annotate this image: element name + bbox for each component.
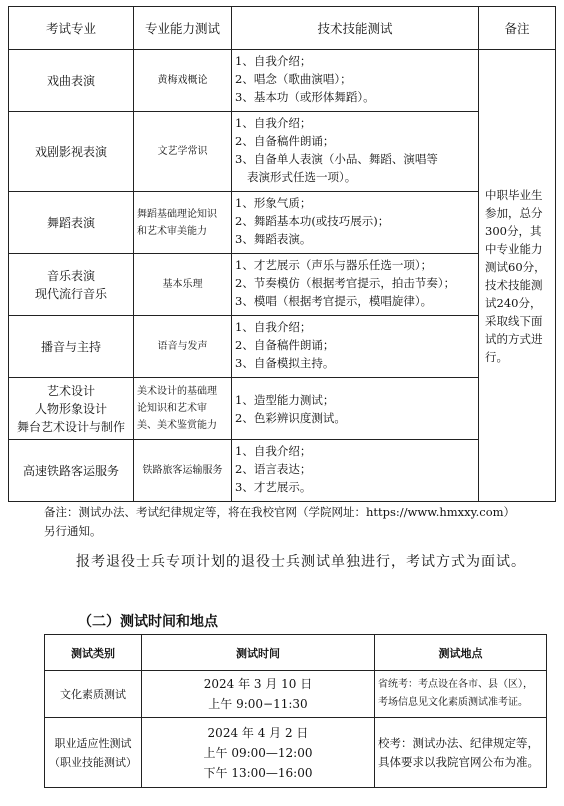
test-category-cell bbox=[45, 671, 142, 718]
skill-item: 2、色彩辨识度测试。 bbox=[235, 410, 346, 425]
location-line: 校考：测试办法、纪律规定等， bbox=[378, 735, 539, 750]
test-category: （职业技能测试） bbox=[49, 755, 137, 769]
schedule-row bbox=[45, 718, 547, 788]
table-note: 备注：测试办法、考试纪律规定等，将在我校官网（学院网址：https://www.hmxxy.com）另行通知。 bbox=[44, 505, 516, 538]
header-major: 考试专业 bbox=[9, 7, 134, 50]
major-name: 舞台艺术设计与制作 bbox=[16, 419, 125, 434]
ability-cell bbox=[134, 378, 232, 440]
header-test-time: 测试时间 bbox=[142, 635, 375, 671]
test-time-slot: 下午 13:00—16:00 bbox=[203, 765, 313, 780]
table-row bbox=[9, 112, 556, 192]
ability-test: 美、美术鉴赏能力 bbox=[137, 420, 217, 431]
skill-item: 2、节奏模仿（根据考官提示，拍击节奏）； bbox=[235, 276, 456, 290]
ability-test: 基本乐理 bbox=[162, 279, 203, 290]
exam-subjects-table bbox=[8, 6, 556, 502]
test-time-slot: 上午 09:00—12:00 bbox=[203, 745, 313, 760]
skill-item: 1、才艺展示（声乐与器乐任选一项）； bbox=[235, 258, 433, 272]
table-row bbox=[9, 440, 556, 502]
test-location-cell bbox=[375, 671, 547, 718]
skill-item: 1、自我介绍； bbox=[235, 116, 312, 130]
ability-test: 舞蹈基础理论知识 bbox=[137, 208, 217, 220]
ability-cell bbox=[134, 192, 232, 254]
major-cell bbox=[9, 192, 134, 254]
ability-cell bbox=[134, 440, 232, 502]
test-location-cell bbox=[375, 718, 547, 788]
remarks-cell bbox=[479, 50, 556, 502]
major-cell bbox=[9, 112, 134, 192]
table-row bbox=[9, 254, 556, 316]
skills-cell bbox=[232, 440, 479, 502]
ability-test: 和艺术审美能力 bbox=[137, 225, 207, 237]
skills-cell bbox=[232, 378, 479, 440]
test-category: 职业适应性测试 bbox=[54, 736, 132, 750]
test-time-cell bbox=[142, 718, 375, 788]
skill-item: 3、模唱（根据考官提示，模唱旋律）。 bbox=[235, 294, 433, 308]
veteran-exam-paragraph: 报考退役士兵专项计划的退役士兵测试单独进行，考试方式为面试。 bbox=[76, 554, 526, 570]
skill-item: 2、语言表达； bbox=[235, 462, 312, 476]
skill-item: 2、自备稿件朗诵； bbox=[235, 134, 335, 148]
schedule-row bbox=[45, 671, 547, 718]
test-time-cell bbox=[142, 671, 375, 718]
test-date: 2024 年 4 月 2 日 bbox=[207, 725, 309, 740]
section-heading: （二）测试时间和地点 bbox=[78, 614, 218, 630]
skill-item: 2、舞蹈基本功(或技巧展示)； bbox=[235, 214, 390, 228]
major-name: 高速铁路客运服务 bbox=[22, 463, 119, 478]
table-row bbox=[9, 378, 556, 440]
major-cell bbox=[9, 378, 134, 440]
test-category-cell bbox=[45, 718, 142, 788]
major-name: 现代流行音乐 bbox=[34, 286, 107, 301]
ability-test: 黄梅戏概论 bbox=[157, 75, 208, 86]
skill-item: 1、造型能力测试； bbox=[235, 392, 335, 407]
ability-test: 论知识和艺术审 bbox=[137, 403, 207, 414]
skill-item: 3、自备单人表演（小品、舞蹈、演唱等 bbox=[235, 152, 438, 166]
skill-item: 3、基本功（或形体舞蹈）。 bbox=[235, 90, 375, 104]
skills-cell bbox=[232, 112, 479, 192]
header-test-location: 测试地点 bbox=[375, 635, 547, 671]
major-cell bbox=[9, 254, 134, 316]
test-category: 文化素质测试 bbox=[60, 687, 126, 701]
skills-cell bbox=[232, 192, 479, 254]
ability-test: 美术设计的基础理 bbox=[137, 386, 217, 397]
skill-item: 表演形式任选一项）。 bbox=[247, 170, 357, 184]
ability-test: 铁路旅客运输服务 bbox=[142, 465, 223, 476]
skill-item: 1、自我介绍； bbox=[235, 444, 312, 458]
ability-test: 语音与发声 bbox=[157, 341, 208, 352]
major-name: 戏曲表演 bbox=[46, 73, 95, 88]
skills-cell bbox=[232, 316, 479, 378]
ability-cell bbox=[134, 50, 232, 112]
major-name: 艺术设计 bbox=[46, 383, 95, 398]
major-cell bbox=[9, 316, 134, 378]
ability-test: 文艺学常识 bbox=[157, 146, 208, 157]
skill-item: 2、唱念（歌曲演唱）； bbox=[235, 72, 352, 86]
test-date: 2024 年 3 月 10 日 bbox=[203, 677, 313, 691]
location-line: 省统考：考点设在各市、县（区）， bbox=[378, 679, 533, 690]
skill-item: 1、自我介绍； bbox=[235, 54, 312, 68]
header-test-category: 测试类别 bbox=[45, 635, 142, 671]
schedule-header-row bbox=[45, 635, 547, 671]
table-row bbox=[9, 316, 556, 378]
ability-cell bbox=[134, 112, 232, 192]
major-name: 播音与主持 bbox=[40, 339, 101, 354]
table-header-row bbox=[9, 7, 556, 50]
skill-item: 3、才艺展示。 bbox=[235, 480, 312, 494]
skill-item: 2、自备稿件朗诵； bbox=[235, 338, 335, 352]
location-line: 考场信息见文化素质测试准考证。 bbox=[378, 697, 528, 708]
major-cell bbox=[9, 440, 134, 502]
major-name: 音乐表演 bbox=[46, 268, 95, 283]
location-line: 具体要求以我院官网公布为准。 bbox=[378, 754, 539, 769]
skill-item: 1、自我介绍； bbox=[235, 320, 312, 334]
header-skills-test: 技术技能测试 bbox=[232, 7, 479, 50]
major-name: 舞蹈表演 bbox=[46, 215, 95, 230]
table-row bbox=[9, 50, 556, 112]
header-remarks: 备注 bbox=[479, 7, 556, 50]
major-cell bbox=[9, 50, 134, 112]
schedule-table bbox=[44, 634, 547, 788]
ability-cell bbox=[134, 254, 232, 316]
skill-item: 3、自备模拟主持。 bbox=[235, 356, 335, 370]
remarks-text: 中职毕业生参加，总分300分，其中专业能力测试60分，技术技能测试240分，采取线下面试的方式进行。 bbox=[485, 187, 546, 364]
major-name: 人物形象设计 bbox=[34, 401, 107, 416]
skills-cell bbox=[232, 50, 479, 112]
skill-item: 1、形象气质； bbox=[235, 196, 312, 210]
ability-cell bbox=[134, 316, 232, 378]
major-name: 戏剧影视表演 bbox=[34, 144, 107, 159]
skill-item: 3、舞蹈表演。 bbox=[235, 232, 312, 246]
skills-cell bbox=[232, 254, 479, 316]
table-row bbox=[9, 192, 556, 254]
header-ability-test: 专业能力测试 bbox=[134, 7, 232, 50]
test-time-slot: 上午 9:00−11:30 bbox=[208, 697, 308, 711]
